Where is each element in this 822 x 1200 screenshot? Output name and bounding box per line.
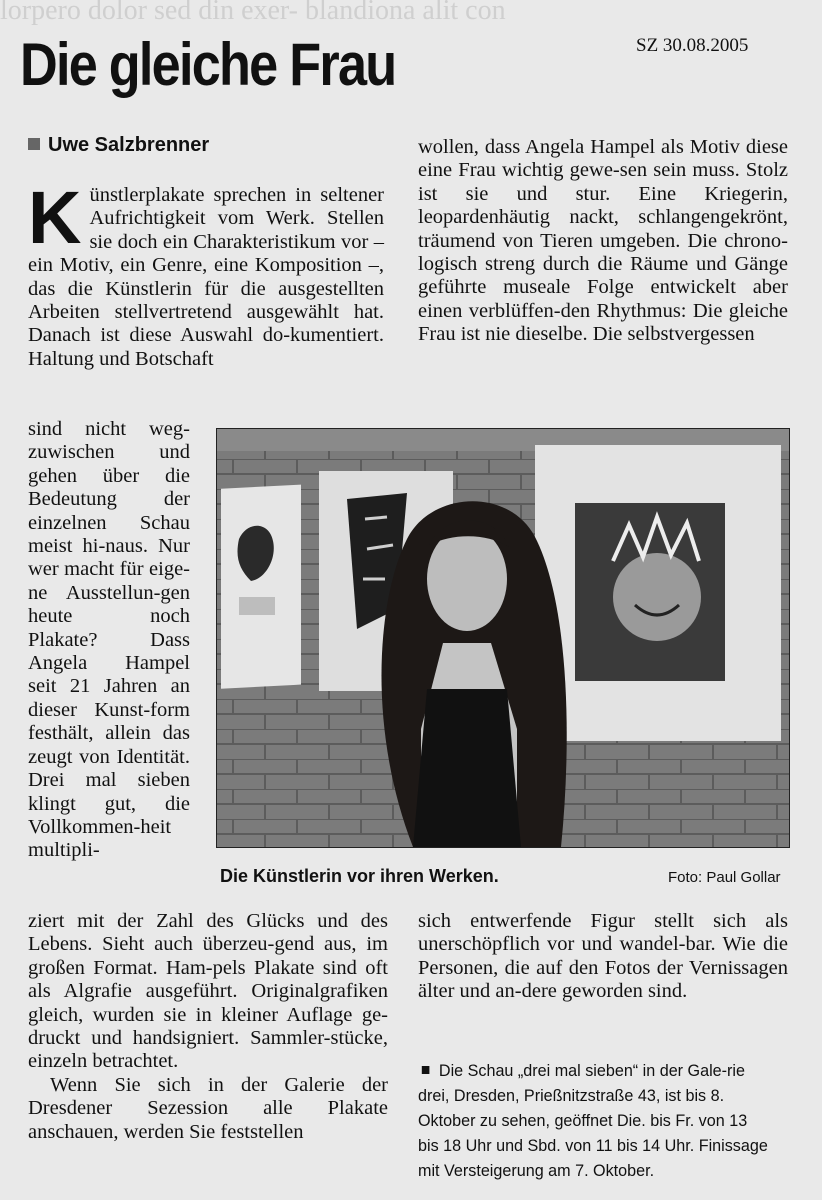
author-name: Uwe Salzbrenner — [48, 134, 210, 156]
column-2-bottom — [418, 910, 788, 1004]
exhibition-info-text: Die Schau „drei mal sieben“ in der Gale-rie drei, Dresden, Prießnitzstraße 43, ist bis 8. Oktober zu sehen, geöffnet Die. bis Fr. von 13 bis 18 Uhr und Sbd. von 11 bis 14 Uhr. Finissage mit Versteigerung am 7. Oktober. — [418, 1061, 768, 1180]
lead-paragraph: ünstlerplakate sprechen in seltener Aufrichtigkeit vom Werk. Stellen sie doch ein Charakteristikum vor – ein Motiv, ein Genre, eine Komposition –, das die Künstlerin für die ausgestellten Arbeiten stellvertretend ausgewählt hat. Danach ist diese Auswahl do-kumentiert. Haltung und Botschaft — [28, 184, 384, 370]
artist-figure — [381, 501, 566, 847]
paragraph-figur: sich entwerfende Figur stellt sich als unerschöpflich vor und wandel-bar. Wie die Personen, die auf den Fotos der Vernissagen älter und an-dere geworden sind. — [418, 910, 788, 1003]
bleed-through-text: lorpero dolor sed din exer- blandiona alit con — [0, 0, 506, 26]
paragraph-motiv: wollen, dass Angela Hampel als Motiv diese eine Frau wichtig gewe-sen sein muss. Stolz ist sie und stur. Eine Kriegerin, leopardenhäutig nackt, schlangengekrönt, träumend von Tieren umgeben. Die chrono-logisch streng durch die Räume und Gänge geführte museale Folge entwickelt aber einen verblüffen-den Rhythmus: Die gleiche Frau ist nie dieselbe. Die selbstvergessen — [418, 136, 788, 346]
column-1-bottom — [28, 910, 388, 1144]
poster-left — [221, 485, 301, 689]
byline — [28, 133, 209, 157]
column-2-top — [418, 136, 788, 347]
info-square-icon — [422, 1066, 430, 1074]
photo-credit: Foto: Paul Gollar — [668, 869, 781, 886]
headline: Die gleiche Frau — [20, 31, 396, 98]
article-photo — [216, 428, 790, 848]
paragraph-algrafie: ziert mit der Zahl des Glücks und des Lebens. Sieht auch überzeu-gend aus, im großen Format. Ham-pels Plakate sind oft als Algrafie ausgeführt. Originalgrafiken gleich, wurden sie in kleiner Auflage ge-druckt und handsigniert. Sammler-stücke, einzeln betrachtet. — [28, 910, 388, 1073]
column-1-narrow — [28, 418, 190, 863]
photo-caption: Die Künstlerin vor ihren Werken. — [220, 866, 499, 886]
exhibition-info-box — [418, 1058, 771, 1183]
byline-square-icon — [28, 138, 40, 150]
source-date: SZ 30.08.2005 — [636, 35, 749, 56]
poster-right — [535, 445, 781, 741]
paragraph-galerie: Wenn Sie sich in der Galerie der Dresdener Sezession alle Plakate anschauen, werden Sie feststellen — [28, 1073, 388, 1143]
narrow-paragraph: sind nicht weg-zuwischen und gehen über die Bedeutung der einzelnen Schau meist hi-naus. Nur wer macht für eige-ne Ausstellun-gen heute noch Plakate? Dass Angela Hampel seit 21 Jahren an dieser Kunst-form festhält, allein das zeugt von Identität. Drei mal sieben klingt gut, die Vollkommen-heit multipli- — [28, 418, 190, 862]
artist-photo-illustration — [217, 429, 789, 847]
drop-cap: K — [28, 176, 82, 259]
column-1-lead — [28, 176, 384, 371]
